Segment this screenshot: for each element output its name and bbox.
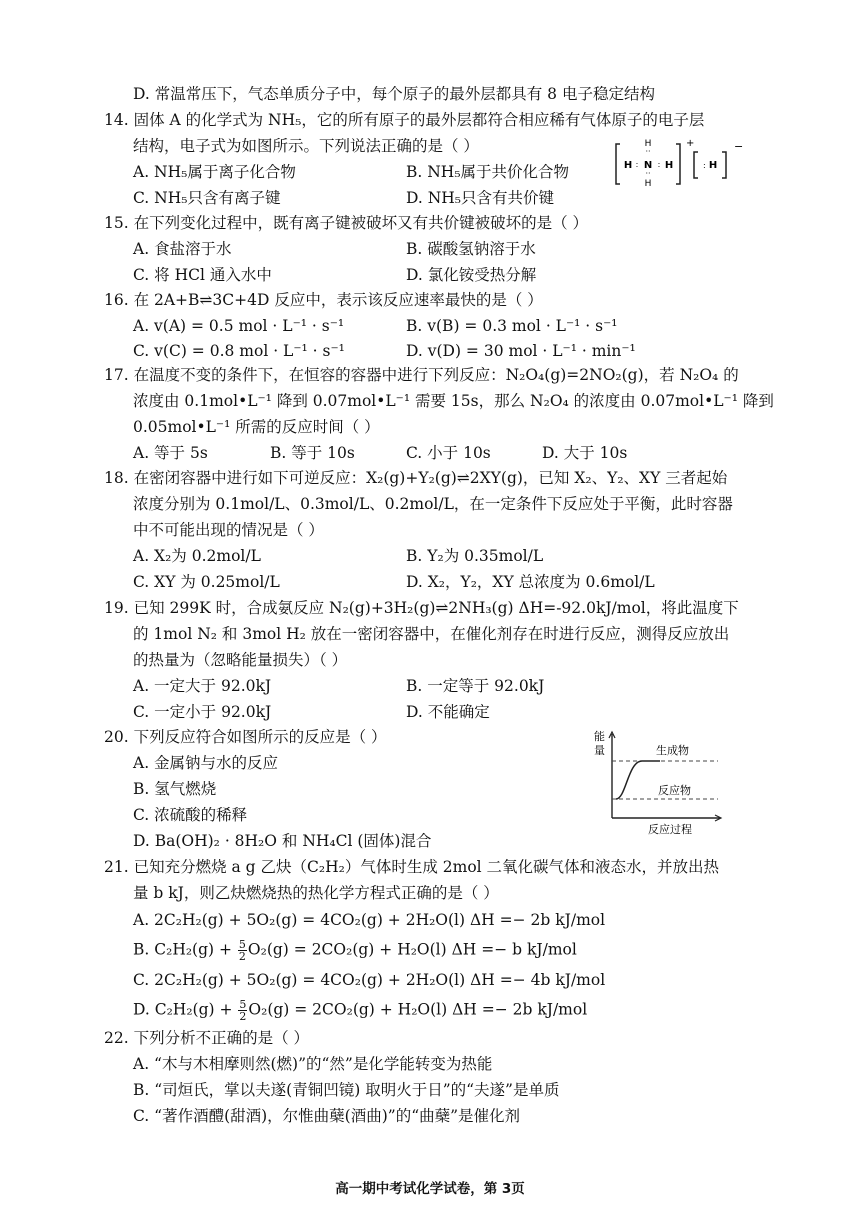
- q16-option-d: D. v(D) = 30 mol · L⁻¹ · min⁻¹: [406, 342, 636, 360]
- fig-product-label: 生成物: [656, 744, 689, 757]
- q19-option-a: A. 一定大于 92.0kJ: [133, 677, 272, 695]
- fig-h-top: H: [644, 139, 652, 149]
- svg-text::: :: [703, 161, 706, 170]
- energy-profile-figure: [590, 726, 730, 838]
- q18-option-d: D. X₂，Y₂，XY 总浓度为 0.6mol/L: [406, 573, 655, 591]
- q17-stem-line-3: 0.05mol•L⁻¹ 所需的反应时间（ ）: [133, 418, 380, 436]
- fig-h-right: H: [664, 160, 674, 171]
- q15-option-a: A. 食盐溶于水: [133, 240, 232, 258]
- fraction-denominator: 2: [238, 950, 246, 963]
- fig-n: N: [643, 160, 653, 171]
- q17-stem-line-2: 浓度由 0.1mol•L⁻¹ 降到 0.07mol•L⁻¹ 需要 15s，那么 N₂O₄ 的浓度由 0.07mol•L⁻¹ 降到: [133, 392, 774, 410]
- q15-option-c: C. 将 HCl 通入水中: [133, 266, 272, 284]
- q21-option-d-fraction: [238, 999, 247, 1022]
- q14-stem-line-2: 结构，电子式为如图所示。下列说法正确的是（ ）: [133, 137, 479, 155]
- q21-option-a: A. 2C₂H₂(g) + 5O₂(g) = 4CO₂(g) + 2H₂O(l) ΔH =− 2b kJ/mol: [133, 911, 606, 929]
- q22-stem: 22. 下列分析不正确的是（ ）: [104, 1029, 310, 1047]
- fig-ylabel-1: 能: [594, 730, 605, 743]
- q14-option-a: A. NH₅属于离子化合物: [133, 163, 296, 181]
- q21-option-d-pre: D. C₂H₂(g) +: [133, 1000, 233, 1019]
- fig-h-bottom: H: [644, 179, 652, 189]
- q19-stem-line-1: 19. 已知 299K 时，合成氨反应 N₂(g)+3H₂(g)⇌2NH₃(g) ΔH=-92.0kJ/mol，将此温度下: [104, 599, 739, 617]
- q14-option-c: C. NH₅只含有离子键: [133, 189, 281, 207]
- q16-option-c: C. v(C) = 0.8 mol · L⁻¹ · s⁻¹: [133, 342, 345, 360]
- q15-option-b: B. 碳酸氢钠溶于水: [406, 240, 536, 258]
- fig-h-anion: H: [708, 160, 718, 171]
- q18-stem-line-2: 浓度分别为 0.1mol/L、0.3mol/L、0.2mol/L，在一定条件下反应处于平衡，此时容器: [133, 495, 733, 513]
- svg-text::: :: [657, 160, 661, 169]
- svg-text:··: ··: [645, 169, 651, 178]
- q18-option-a: A. X₂为 0.2mol/L: [133, 547, 261, 565]
- q18-option-c: C. XY 为 0.25mol/L: [133, 573, 280, 591]
- q19-stem-line-3: 的热量为（忽略能量损失）（ ）: [133, 651, 348, 669]
- q18-stem-line-1: 18. 在密闭容器中进行如下可逆反应：X₂(g)+Y₂(g)⇌2XY(g)，已知 X₂、Y₂、XY 三者起始: [104, 469, 728, 487]
- q18-stem-line-3: 中不可能出现的情况是（ ）: [133, 521, 324, 539]
- q20-option-d: D. Ba(OH)₂ · 8H₂O 和 NH₄Cl (固体)混合: [133, 832, 432, 850]
- q21-option-b-fraction: [238, 939, 247, 962]
- svg-text:··: ··: [645, 147, 651, 156]
- q14-option-b: B. NH₅属于共价化合物: [406, 163, 570, 181]
- fig-xlabel: 反应过程: [648, 823, 692, 836]
- q17-option-a: A. 等于 5s: [133, 444, 208, 462]
- q14-stem-line-1: 14. 固体 A 的化学式为 NH₅，它的所有原子的最外层都符合相应稀有气体原子的电子层: [104, 111, 705, 129]
- q17-stem-line-1: 17. 在温度不变的条件下，在恒容的容器中进行下列反应：N₂O₄(g)=2NO₂(g)，若 N₂O₄ 的: [104, 366, 739, 384]
- fraction-numerator: 5: [238, 938, 246, 951]
- q19-stem-line-2: 的 1mol N₂ 和 3mol H₂ 放在一密闭容器中，在催化剂存在时进行反应，测得反应放出: [133, 625, 730, 643]
- fig-ylabel-2: 量: [594, 744, 605, 757]
- q22-option-a: A. “木与木相摩则然(燃)”的“然”是化学能转变为热能: [133, 1055, 493, 1073]
- q19-option-b: B. 一定等于 92.0kJ: [406, 677, 545, 695]
- q22-option-c: C. “著作酒醴(甜酒)，尔惟曲蘖(酒曲)”的“曲蘖”是催化剂: [133, 1107, 521, 1125]
- q17-option-c: C. 小于 10s: [406, 444, 491, 462]
- fig-minus-charge: −: [734, 140, 744, 153]
- svg-text::: :: [635, 160, 639, 169]
- fig-reactant-label: 反应物: [658, 784, 691, 797]
- q22-option-b: B. “司烜氏，掌以夫遂(青铜凹镜) 取明火于日”的“夫遂”是单质: [133, 1081, 560, 1099]
- fig-h-left: H: [623, 160, 633, 171]
- q16-option-b: B. v(B) = 0.3 mol · L⁻¹ · s⁻¹: [406, 317, 618, 335]
- q21-option-b-pre: B. C₂H₂(g) +: [133, 940, 232, 959]
- q17-option-b: B. 等于 10s: [270, 444, 355, 462]
- q19-option-c: C. 一定小于 92.0kJ: [133, 703, 272, 721]
- page-footer: 高一期中考试化学试卷，第 3页: [335, 1181, 525, 1197]
- q21-stem-line-1: 21. 已知充分燃烧 a g 乙炔（C₂H₂）气体时生成 2mol 二氧化碳气体和液态水，并放出热: [104, 858, 720, 876]
- q21-stem-line-2: 量 b kJ，则乙炔燃烧热的热化学方程式正确的是（ ）: [133, 884, 499, 902]
- fig-energy-curve: [616, 761, 660, 799]
- q15-option-d: D. 氯化铵受热分解: [406, 266, 537, 284]
- q17-option-d: D. 大于 10s: [542, 444, 628, 462]
- fraction-numerator: 5: [239, 998, 247, 1011]
- q16-option-a: A. v(A) = 0.5 mol · L⁻¹ · s⁻¹: [133, 317, 345, 335]
- q20-option-c: C. 浓硫酸的稀释: [133, 806, 248, 824]
- q20-stem: 20. 下列反应符合如图所示的反应是（ ）: [104, 728, 387, 746]
- q21-option-d: [133, 999, 587, 1022]
- q16-stem: 16. 在 2A+B⇌3C+4D 反应中，表示该反应速率最快的是（ ）: [104, 291, 543, 309]
- fraction-denominator: 2: [239, 1010, 247, 1023]
- q21-option-b-post: O₂(g) = 2CO₂(g) + H₂O(l) ΔH =− b kJ/mol: [247, 940, 577, 959]
- nh5-electron-formula-figure: [612, 134, 752, 192]
- q13-option-d: D. 常温常压下，气态单质分子中，每个原子的最外层都具有 8 电子稳定结构: [133, 85, 655, 103]
- fig-plus-charge: +: [686, 138, 695, 149]
- q19-option-d: D. 不能确定: [406, 703, 490, 721]
- q18-option-b: B. Y₂为 0.35mol/L: [406, 547, 544, 565]
- q21-option-b: [133, 939, 577, 962]
- q15-stem: 15. 在下列变化过程中，既有离子键被破坏又有共价键被破坏的是（ ）: [104, 214, 589, 232]
- q20-option-a: A. 金属钠与水的反应: [133, 754, 279, 772]
- q14-option-d: D. NH₅只含有共价键: [406, 189, 555, 207]
- q21-option-d-post: O₂(g) = 2CO₂(g) + H₂O(l) ΔH =− 2b kJ/mol: [248, 1000, 588, 1019]
- q20-option-b: B. 氢气燃烧: [133, 780, 217, 798]
- q21-option-c: C. 2C₂H₂(g) + 5O₂(g) = 4CO₂(g) + 2H₂O(l) ΔH =− 4b kJ/mol: [133, 971, 606, 989]
